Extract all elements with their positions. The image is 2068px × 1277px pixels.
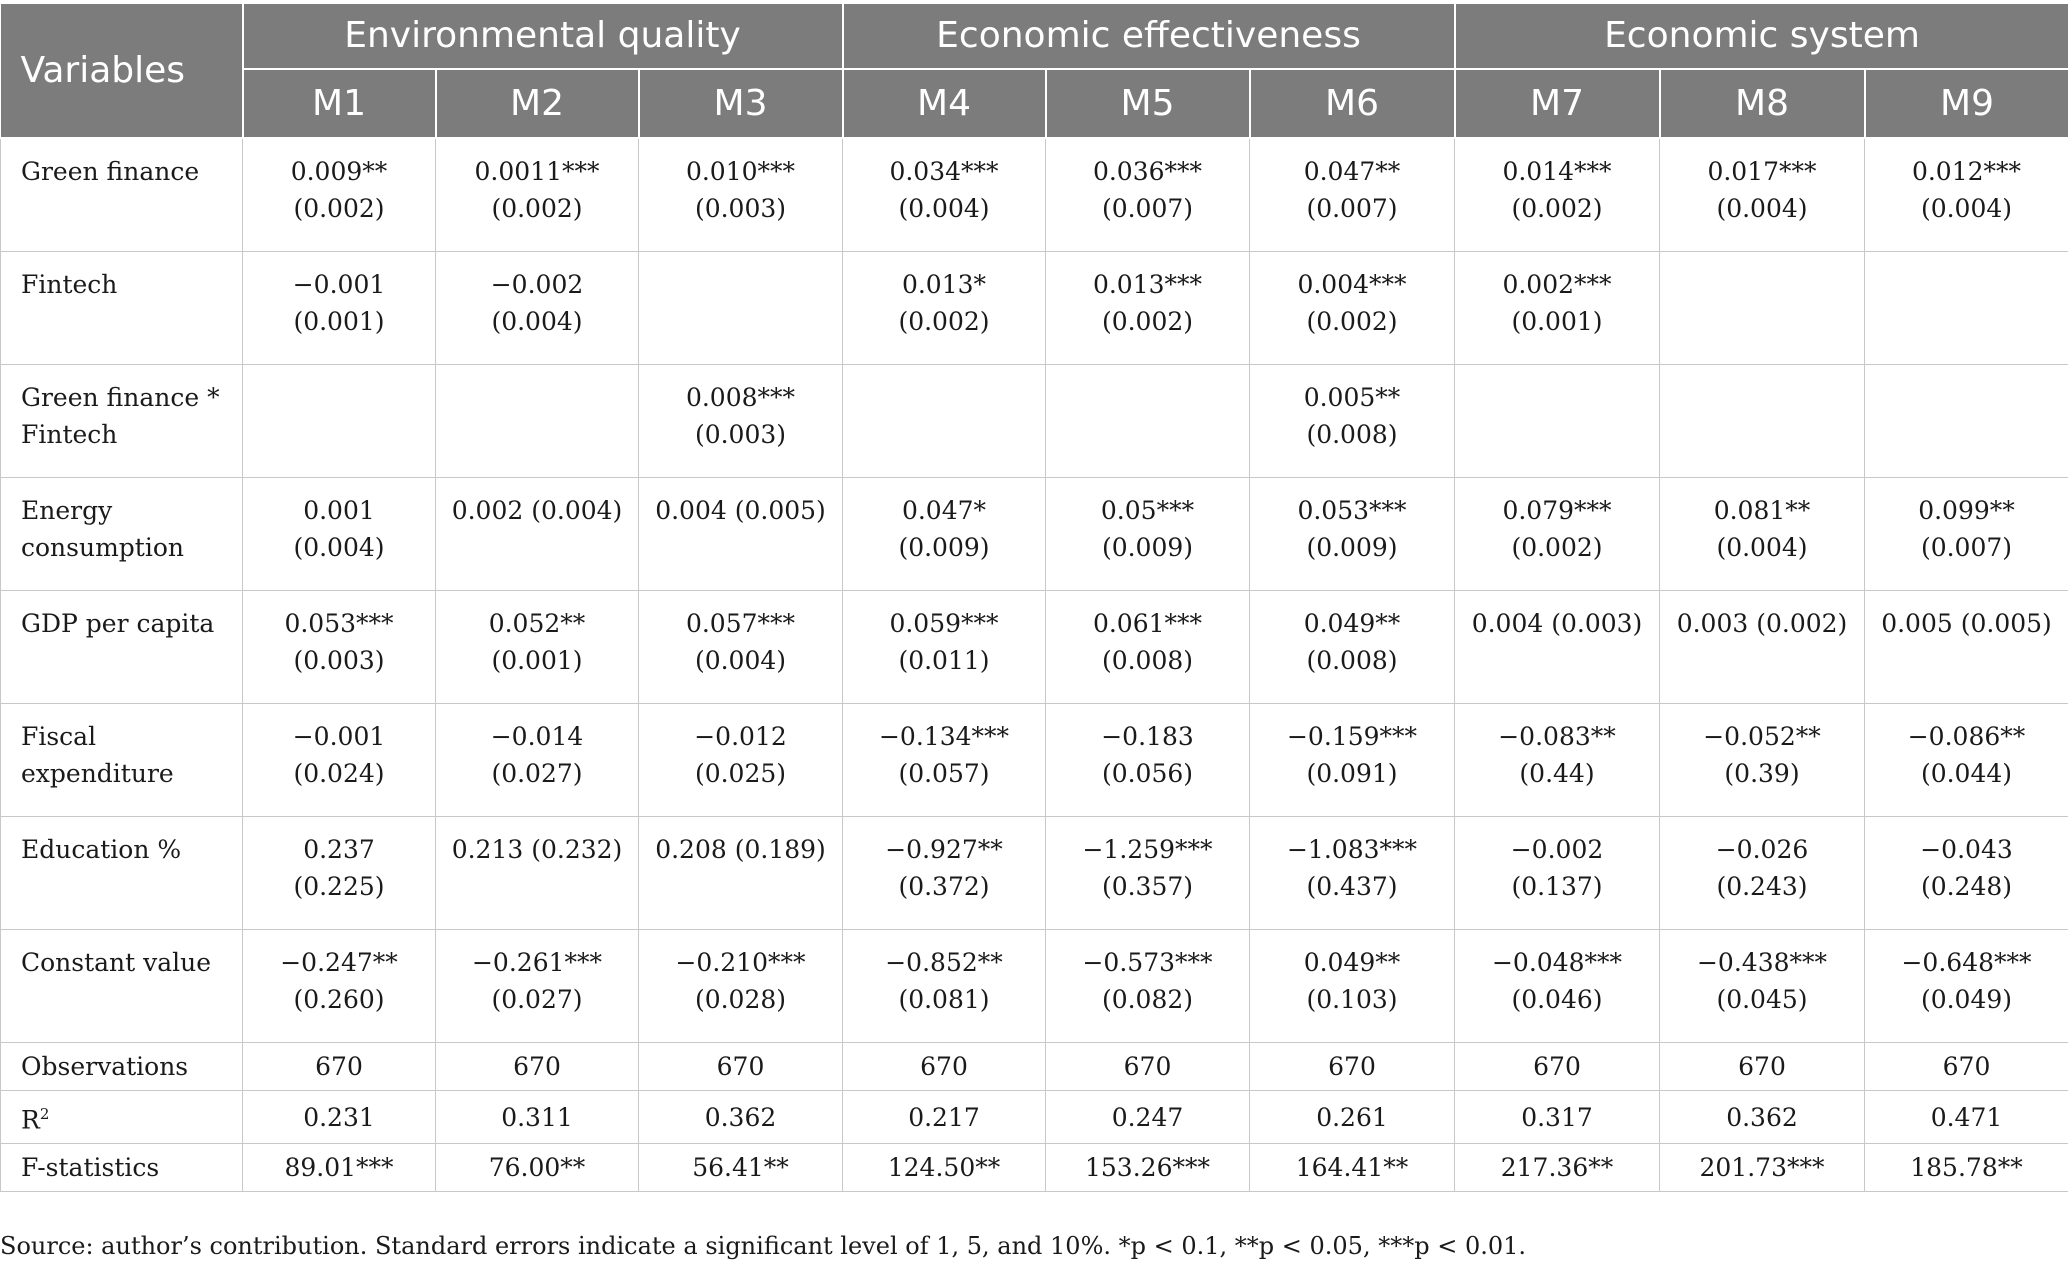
coefficient-value: 0.010*** <box>685 157 796 186</box>
coefficient-value: 0.208 (0.189) <box>655 835 826 864</box>
table-cell <box>1865 704 2068 817</box>
table-cell <box>1455 138 1660 252</box>
summary-value: 670 <box>436 1043 639 1091</box>
table-cell <box>1250 930 1455 1043</box>
model-header-m3: M3 <box>639 69 843 138</box>
table-cell <box>243 591 436 704</box>
standard-error-value: (0.046) <box>1511 985 1603 1014</box>
table-cell <box>1865 591 2068 704</box>
standard-error-value: (0.003) <box>293 646 385 675</box>
summary-value: 670 <box>1865 1043 2068 1091</box>
row-label <box>1 591 243 704</box>
standard-error-value: (0.045) <box>1716 985 1808 1014</box>
coefficient-value: −0.438*** <box>1696 948 1828 977</box>
coefficient-value: −0.001 <box>292 722 386 751</box>
coefficient-value: 0.003 (0.002) <box>1676 609 1848 638</box>
row-label <box>1 704 243 817</box>
table-cell <box>639 478 843 591</box>
row-label <box>1 930 243 1043</box>
table-row <box>1 817 2068 930</box>
standard-error-value: (0.004) <box>293 533 385 562</box>
coefficient-value: 0.004 (0.003) <box>1471 609 1643 638</box>
table-cell <box>243 365 436 478</box>
standard-error-value: (0.004) <box>1920 194 2013 223</box>
coefficient-value: −0.183 <box>1101 722 1194 751</box>
table-header <box>1 4 2068 138</box>
summary-label-text: Observations <box>21 1052 189 1081</box>
coefficient-value: −0.210*** <box>675 948 806 977</box>
table-cell <box>1660 817 1865 930</box>
table-cell <box>843 591 1046 704</box>
table-cell <box>243 138 436 252</box>
table-cell <box>1250 591 1455 704</box>
coefficient-value: 0.036*** <box>1092 157 1203 186</box>
summary-row <box>1 1043 2068 1091</box>
model-header-m5: M5 <box>1046 69 1250 138</box>
standard-error-value: (0.437) <box>1306 872 1398 901</box>
standard-error-value: (0.137) <box>1511 872 1603 901</box>
standard-error-value: (0.002) <box>1511 194 1603 223</box>
standard-error-value: (0.260) <box>293 985 385 1014</box>
table-footnote: Source: author’s contribution. Standard errors indicate a significant level of 1, 5, and 10%. *p < 0.1, **p < 0.05, ***p < 0.01. <box>0 1232 1527 1260</box>
coefficient-value: −0.002 <box>1510 835 1604 864</box>
summary-value: 670 <box>1455 1043 1660 1091</box>
table-cell <box>639 138 843 252</box>
summary-value: 164.41** <box>1250 1144 1455 1192</box>
summary-value: 217.36** <box>1455 1144 1660 1192</box>
variables-header: Variables <box>1 4 243 138</box>
table-cell <box>843 252 1046 365</box>
summary-value: 0.362 <box>1660 1091 1865 1144</box>
table-cell <box>639 930 843 1043</box>
row-label <box>1 478 243 591</box>
row-label-line: Green finance <box>21 157 200 186</box>
coefficient-value: 0.013*** <box>1092 270 1203 299</box>
coefficient-value: 0.004 (0.005) <box>655 496 826 525</box>
standard-error-value: (0.002) <box>491 194 583 223</box>
standard-error-value: (0.004) <box>491 307 583 336</box>
standard-error-value: (0.007) <box>1101 194 1194 223</box>
table-cell <box>436 478 639 591</box>
standard-error-value: (0.027) <box>491 759 583 788</box>
standard-error-value: (0.008) <box>1306 646 1398 675</box>
standard-error-value: (0.372) <box>898 872 990 901</box>
standard-error-value: (0.091) <box>1306 759 1398 788</box>
table-cell <box>843 478 1046 591</box>
summary-value: 0.311 <box>436 1091 639 1144</box>
standard-error-value: (0.243) <box>1716 872 1808 901</box>
row-label-line: Fintech <box>21 270 118 299</box>
table-cell <box>639 252 843 365</box>
group-header-economic-effectiveness: Economic effectiveness <box>843 4 1455 69</box>
table-cell <box>843 704 1046 817</box>
coefficient-value: 0.05*** <box>1100 496 1195 525</box>
coefficient-value: −0.048*** <box>1491 948 1623 977</box>
summary-label <box>1 1091 243 1144</box>
row-label-line: Energy <box>21 496 113 525</box>
summary-value: 153.26*** <box>1046 1144 1250 1192</box>
summary-value: 0.261 <box>1250 1091 1455 1144</box>
standard-error-value: (0.081) <box>898 985 990 1014</box>
group-header-environmental-quality: Environmental quality <box>243 4 843 69</box>
model-header-m8: M8 <box>1660 69 1865 138</box>
standard-error-value: (0.357) <box>1101 872 1194 901</box>
table-cell <box>1865 817 2068 930</box>
summary-value: 670 <box>843 1043 1046 1091</box>
coefficient-value: 0.013* <box>901 270 987 299</box>
summary-value: 0.231 <box>243 1091 436 1144</box>
coefficient-value: 0.005** <box>1303 383 1401 412</box>
table-cell <box>1660 252 1865 365</box>
standard-error-value: (0.225) <box>293 872 385 901</box>
model-header-m9: M9 <box>1865 69 2068 138</box>
coefficient-value: 0.099** <box>1918 496 2015 525</box>
model-header-m2: M2 <box>436 69 639 138</box>
coefficient-value: −0.261*** <box>471 948 603 977</box>
table-cell <box>436 817 639 930</box>
coefficient-value: 0.213 (0.232) <box>451 835 623 864</box>
table-cell <box>1660 704 1865 817</box>
table-row <box>1 591 2068 704</box>
summary-label-text: F-statistics <box>21 1153 160 1183</box>
summary-label <box>1 1043 243 1091</box>
coefficient-value: 0.079*** <box>1502 496 1612 525</box>
table-cell <box>1865 930 2068 1043</box>
standard-error-value: (0.002) <box>1511 533 1603 562</box>
summary-value: 670 <box>1660 1043 1865 1091</box>
summary-value: 0.362 <box>639 1091 843 1144</box>
summary-value: 124.50** <box>843 1144 1046 1192</box>
standard-error-value: (0.008) <box>1101 646 1194 675</box>
table-cell <box>436 138 639 252</box>
standard-error-value: (0.248) <box>1920 872 2013 901</box>
row-label-line: expenditure <box>21 759 174 788</box>
summary-label <box>1 1144 243 1192</box>
table-cell <box>1046 138 1250 252</box>
standard-error-value: (0.001) <box>491 646 583 675</box>
table-cell <box>243 252 436 365</box>
standard-error-value: (0.025) <box>694 759 787 788</box>
table-cell <box>1660 365 1865 478</box>
table-cell <box>1250 252 1455 365</box>
row-label-line: Green finance * <box>21 383 220 412</box>
table-cell <box>639 591 843 704</box>
coefficient-value: 0.002 (0.004) <box>451 496 623 525</box>
table-cell <box>843 930 1046 1043</box>
table-cell <box>243 817 436 930</box>
standard-error-value: (0.103) <box>1306 985 1398 1014</box>
table-cell <box>1046 591 1250 704</box>
coefficient-value: 0.049** <box>1303 948 1401 977</box>
summary-value: 670 <box>1046 1043 1250 1091</box>
table-cell <box>436 591 639 704</box>
table-cell <box>639 704 843 817</box>
table-cell <box>1046 365 1250 478</box>
coefficient-value: 0.057*** <box>685 609 796 638</box>
table-cell <box>436 365 639 478</box>
table-row <box>1 365 2068 478</box>
coefficient-value: −0.852** <box>885 948 1003 977</box>
table-cell <box>1455 365 1660 478</box>
table-cell <box>1660 591 1865 704</box>
table-cell <box>1660 478 1865 591</box>
table-cell <box>1250 817 1455 930</box>
standard-error-value: (0.004) <box>1716 194 1808 223</box>
group-header-economic-system: Economic system <box>1455 4 2068 69</box>
summary-label-text: R <box>21 1105 40 1135</box>
standard-error-value: (0.009) <box>1306 533 1398 562</box>
table-cell <box>243 930 436 1043</box>
row-label <box>1 365 243 478</box>
table-cell <box>1250 478 1455 591</box>
summary-value: 201.73*** <box>1660 1144 1865 1192</box>
table-cell <box>1250 138 1455 252</box>
table-cell <box>1660 930 1865 1043</box>
standard-error-value: (0.44) <box>1519 759 1595 788</box>
table-cell <box>1455 930 1660 1043</box>
summary-value: 0.217 <box>843 1091 1046 1144</box>
coefficient-value: 0.002*** <box>1502 270 1612 299</box>
standard-error-value: (0.003) <box>694 420 787 449</box>
standard-error-value: (0.028) <box>694 985 787 1014</box>
table-cell <box>843 365 1046 478</box>
coefficient-value: −1.083*** <box>1286 835 1418 864</box>
standard-error-value: (0.002) <box>898 307 990 336</box>
standard-error-value: (0.056) <box>1101 759 1194 788</box>
summary-value: 670 <box>1250 1043 1455 1091</box>
summary-value: 56.41** <box>639 1144 843 1192</box>
standard-error-value: (0.004) <box>1716 533 1808 562</box>
coefficient-value: −0.159*** <box>1286 722 1418 751</box>
coefficient-value: −0.083** <box>1498 722 1616 751</box>
coefficient-value: −0.052** <box>1703 722 1821 751</box>
coefficient-value: 0.004*** <box>1297 270 1407 299</box>
standard-error-value: (0.011) <box>898 646 990 675</box>
summary-value: 0.317 <box>1455 1091 1660 1144</box>
standard-error-value: (0.007) <box>1920 533 2013 562</box>
row-label-line: consumption <box>21 533 184 562</box>
table-row <box>1 252 2068 365</box>
table-row <box>1 930 2068 1043</box>
standard-error-value: (0.009) <box>1101 533 1194 562</box>
table-cell <box>1865 365 2068 478</box>
standard-error-value: (0.057) <box>898 759 990 788</box>
standard-error-value: (0.044) <box>1920 759 2013 788</box>
standard-error-value: (0.009) <box>898 533 990 562</box>
coefficient-value: 0.059*** <box>889 609 999 638</box>
standard-error-value: (0.027) <box>491 985 583 1014</box>
table-cell <box>843 138 1046 252</box>
standard-error-value: (0.002) <box>1101 307 1194 336</box>
table-cell <box>243 704 436 817</box>
table-cell <box>1455 478 1660 591</box>
table-cell <box>1455 252 1660 365</box>
table-cell <box>436 252 639 365</box>
summary-row <box>1 1091 2068 1144</box>
table-row <box>1 704 2068 817</box>
coefficient-value: 0.237 <box>303 835 375 864</box>
coefficient-value: −0.012 <box>694 722 787 751</box>
table-cell <box>1455 704 1660 817</box>
table-cell <box>436 930 639 1043</box>
standard-error-value: (0.002) <box>293 194 385 223</box>
coefficient-value: 0.009** <box>290 157 388 186</box>
coefficient-value: 0.034*** <box>889 157 999 186</box>
coefficient-value: 0.0011*** <box>474 157 600 186</box>
coefficient-value: −0.927** <box>885 835 1003 864</box>
summary-value: 0.247 <box>1046 1091 1250 1144</box>
model-header-m7: M7 <box>1455 69 1660 138</box>
table-cell <box>1046 704 1250 817</box>
coefficient-value: −0.043 <box>1920 835 2013 864</box>
coefficient-value: 0.005 (0.005) <box>1881 609 2052 638</box>
coefficient-value: 0.081** <box>1713 496 1811 525</box>
coefficient-value: 0.061*** <box>1092 609 1203 638</box>
standard-error-value: (0.004) <box>898 194 990 223</box>
table-cell <box>639 365 843 478</box>
coefficient-value: −1.259*** <box>1082 835 1213 864</box>
coefficient-value: −0.026 <box>1715 835 1809 864</box>
summary-value: 670 <box>639 1043 843 1091</box>
summary-value: 0.471 <box>1865 1091 2068 1144</box>
row-label <box>1 138 243 252</box>
row-label-line: GDP per capita <box>21 609 215 638</box>
table-cell <box>1250 704 1455 817</box>
coefficient-value: 0.047* <box>901 496 987 525</box>
coefficient-value: 0.008*** <box>685 383 796 412</box>
table-cell <box>843 817 1046 930</box>
row-label-line: Constant value <box>21 948 212 977</box>
standard-error-value: (0.003) <box>694 194 787 223</box>
coefficient-value: 0.017*** <box>1707 157 1817 186</box>
superscript: 2 <box>39 1105 50 1123</box>
table-cell <box>1455 591 1660 704</box>
coefficient-value: 0.014*** <box>1502 157 1612 186</box>
model-header-m6: M6 <box>1250 69 1455 138</box>
table-cell <box>1250 365 1455 478</box>
standard-error-value: (0.082) <box>1101 985 1194 1014</box>
coefficient-value: −0.086** <box>1907 722 2026 751</box>
model-header-m1: M1 <box>243 69 436 138</box>
table-cell <box>436 704 639 817</box>
summary-value: 89.01*** <box>243 1144 436 1192</box>
regression-table <box>0 4 2068 1192</box>
standard-error-value: (0.008) <box>1306 420 1398 449</box>
standard-error-value: (0.002) <box>1306 307 1398 336</box>
table-cell <box>1046 478 1250 591</box>
summary-value: 76.00** <box>436 1144 639 1192</box>
standard-error-value: (0.004) <box>694 646 787 675</box>
table-body <box>1 138 2068 1192</box>
coefficient-value: −0.001 <box>292 270 386 299</box>
row-label-line: Fiscal <box>21 722 97 751</box>
table-cell <box>1046 930 1250 1043</box>
coefficient-value: −0.002 <box>490 270 584 299</box>
table-cell <box>1865 138 2068 252</box>
coefficient-value: −0.014 <box>490 722 584 751</box>
row-label-line: Fintech <box>21 420 118 449</box>
table-row <box>1 138 2068 252</box>
table-cell <box>243 478 436 591</box>
summary-value: 670 <box>243 1043 436 1091</box>
row-label <box>1 817 243 930</box>
standard-error-value: (0.049) <box>1920 985 2013 1014</box>
summary-row <box>1 1144 2068 1192</box>
table-cell <box>1865 478 2068 591</box>
standard-error-value: (0.001) <box>293 307 385 336</box>
standard-error-value: (0.024) <box>293 759 385 788</box>
table-row <box>1 478 2068 591</box>
table-cell <box>1455 817 1660 930</box>
coefficient-value: 0.001 <box>303 496 375 525</box>
row-label <box>1 252 243 365</box>
coefficient-value: 0.052** <box>488 609 586 638</box>
table-cell <box>1046 252 1250 365</box>
table-cell <box>639 817 843 930</box>
coefficient-value: −0.573*** <box>1082 948 1213 977</box>
standard-error-value: (0.001) <box>1511 307 1603 336</box>
coefficient-value: −0.134*** <box>878 722 1010 751</box>
coefficient-value: 0.047** <box>1303 157 1401 186</box>
summary-value: 185.78** <box>1865 1144 2068 1192</box>
coefficient-value: 0.053*** <box>1297 496 1407 525</box>
standard-error-value: (0.007) <box>1306 194 1398 223</box>
row-label-line: Education % <box>21 835 182 864</box>
coefficient-value: −0.247** <box>280 948 398 977</box>
table-cell <box>1046 817 1250 930</box>
regression-table-container <box>0 4 2068 1192</box>
model-header-m4: M4 <box>843 69 1046 138</box>
coefficient-value: 0.053*** <box>284 609 394 638</box>
table-cell <box>1660 138 1865 252</box>
standard-error-value: (0.39) <box>1724 759 1800 788</box>
table-cell <box>1865 252 2068 365</box>
coefficient-value: 0.049** <box>1303 609 1401 638</box>
coefficient-value: 0.012*** <box>1911 157 2022 186</box>
coefficient-value: −0.648*** <box>1901 948 2032 977</box>
